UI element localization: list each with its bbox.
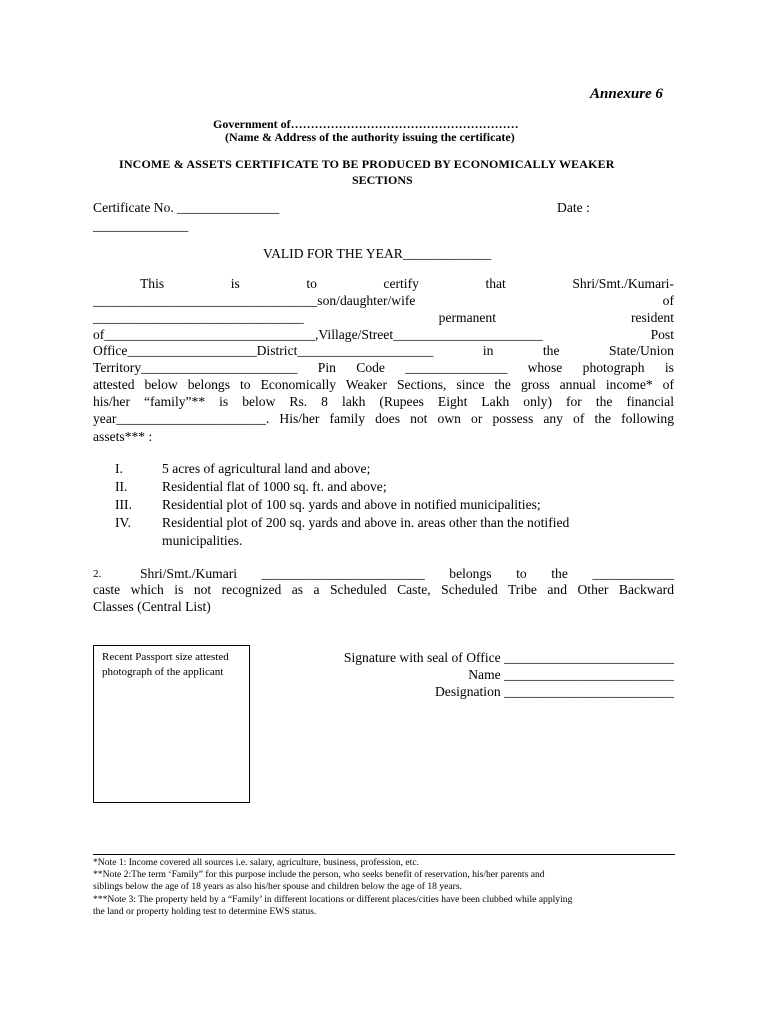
word: Office___________________District____________________: [93, 343, 434, 358]
title-line-2: SECTIONS: [352, 173, 413, 187]
footnote: *Note 1: Income covered all sources i.e. salary, agriculture, business, profession, etc.: [93, 857, 419, 868]
word: in: [482, 343, 494, 358]
para2-line-2: caste which is not recognized as a Scheduled Caste, Scheduled Tribe and Other Backward: [93, 582, 674, 597]
asset-num: II.: [115, 479, 128, 494]
word: This: [140, 276, 165, 291]
word: is: [230, 276, 240, 291]
word: Territory_______________________: [93, 360, 298, 375]
para1-line-2: [93, 293, 674, 309]
word: State/Union: [609, 343, 674, 358]
word: whose: [527, 360, 563, 375]
title-line-1: INCOME & ASSETS CERTIFICATE TO BE PRODUCED BY ECONOMICALLY WEAKER: [119, 157, 615, 171]
line-text: _________________________________son/daughter/wife: [93, 293, 416, 308]
line-text: of_______________________________,Village/Street______________________: [93, 327, 543, 342]
authority-line: (Name & Address of the authority issuing the certificate): [225, 130, 515, 144]
word: the: [551, 566, 568, 581]
para1-line-9: year______________________. His/her family does not own or possess any of the following: [93, 411, 674, 426]
certificate-no: Certificate No. _______________: [93, 200, 280, 215]
para1-line-5: [93, 343, 674, 359]
date-blank: ______________: [93, 218, 189, 233]
asset-text: 5 acres of agricultural land and above;: [162, 461, 371, 476]
word: Code: [356, 360, 385, 375]
signature-seal-field: Signature with seal of Office _________________________: [343, 650, 674, 665]
word: that: [485, 276, 506, 291]
word: resident: [630, 310, 674, 325]
word: the: [542, 343, 560, 358]
footnote: **Note 2:The term ‘Family” for this purpose include the person, who seeks benefit of reservation, his/her parents and: [93, 869, 545, 880]
word: _______________________________: [93, 310, 304, 325]
asset-text-continued: municipalities.: [162, 533, 243, 548]
para1-line-1: [140, 276, 674, 292]
signature-name-field: Name _________________________: [468, 667, 674, 682]
asset-num: I.: [115, 461, 123, 476]
valid-for-year: VALID FOR THE YEAR_____________: [263, 246, 492, 261]
asset-text: Residential flat of 1000 sq. ft. and above;: [162, 479, 387, 494]
para1-line-3: [93, 310, 674, 326]
para1-line-6: [93, 360, 674, 376]
line-text: Post: [650, 327, 674, 342]
word: Pin: [317, 360, 336, 375]
word: to: [306, 276, 317, 291]
word: photograph: [582, 360, 645, 375]
word: is: [664, 360, 674, 375]
government-line: Government of…………………………………………………: [213, 117, 519, 131]
word: ________________________: [261, 566, 425, 581]
footnote-divider: [93, 854, 675, 855]
word: Shri/Smt./Kumari: [140, 566, 238, 581]
para1-line-7: attested below belongs to Economically Weaker Sections, since the gross annual income* of: [93, 377, 674, 392]
word: Shri/Smt./Kumari-: [572, 276, 674, 291]
asset-text: Residential plot of 200 sq. yards and above in. areas other than the notified: [162, 515, 570, 530]
photo-box-instruction: Recent Passport size attested photograph of the applicant: [102, 651, 229, 678]
asset-text: Residential plot of 100 sq. yards and above in notified municipalities;: [162, 497, 541, 512]
asset-num: IV.: [115, 515, 131, 530]
word: ____________: [592, 566, 674, 581]
signature-designation-field: Designation _________________________: [434, 684, 674, 699]
word: certify: [383, 276, 419, 291]
para1-line-10: assets*** :: [93, 429, 153, 444]
footnote: siblings below the age of 18 years as also his/her spouse and children below the age of 18 years.: [93, 881, 462, 892]
line-text: of: [662, 293, 674, 308]
para1-line-4: [93, 327, 674, 343]
footnote: the land or property holding test to determine EWS status.: [93, 906, 317, 917]
para1-line-8: his/her “family”** is below Rs. 8 lakh (Rupees Eight Lakh only) for the financial: [93, 394, 674, 409]
word: belongs: [449, 566, 492, 581]
passport-photo-box: [93, 645, 250, 803]
para2-number: 2.: [93, 568, 102, 580]
para2-line-1: [140, 566, 674, 582]
footnote: ***Note 3: The property held by a “Family’ in different locations or different places/cities have been clubbed while applying: [93, 894, 573, 905]
word: permanent: [438, 310, 497, 325]
asset-num: III.: [115, 497, 132, 512]
annexure-label: Annexure 6: [590, 86, 663, 102]
date-label: Date :: [557, 200, 590, 215]
word: _______________: [405, 360, 508, 375]
word: to: [516, 566, 527, 581]
para2-line-3: Classes (Central List): [93, 599, 211, 614]
